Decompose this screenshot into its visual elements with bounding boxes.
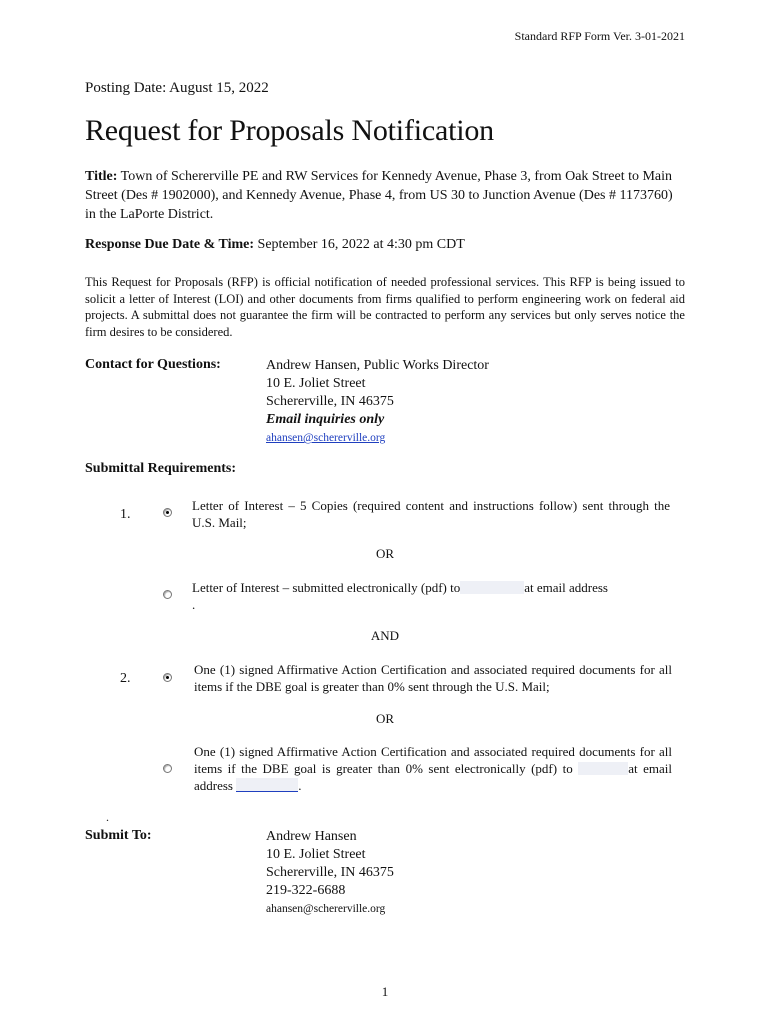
item2-electronic-radio[interactable] (163, 764, 172, 773)
item2-number: 2. (120, 671, 131, 686)
project-title-label: Title: (85, 169, 118, 184)
posting-date: Posting Date: August 15, 2022 (85, 80, 269, 96)
submit-to-label: Submit To: (85, 828, 152, 843)
item1-electronic-option (192, 579, 670, 613)
response-due (85, 237, 465, 253)
contact-email-link[interactable]: ahansen@schererville.org (266, 432, 386, 444)
contact-label: Contact for Questions: (85, 357, 221, 372)
submit-to-name: Andrew Hansen (266, 829, 357, 844)
item2-electronic-option (194, 743, 672, 794)
submit-to-email: ahansen@schererville.org (266, 903, 386, 915)
stray-dot: . (106, 810, 109, 824)
item2-email-underline[interactable] (236, 778, 298, 792)
submit-to-street: 10 E. Joliet Street (266, 847, 366, 862)
contact-name: Andrew Hansen, Public Works Director (266, 358, 489, 373)
intro-paragraph: This Request for Proposals (RFP) is official notification of needed professional services. This RFP is being issued to solicit a letter of Interest (LOI) and other documents from firms qualified to perform engineering work on federal aid projects. A submittal does not guarantee the firm will be contracted to perform any services but only serves notice the firm desires to be considered. (85, 275, 685, 339)
response-due-label: Response Due Date & Time: (85, 237, 255, 252)
item1-number: 1. (120, 507, 131, 522)
item2-electronic-suffix: email address (194, 761, 673, 793)
contact-street: 10 E. Joliet Street (266, 376, 366, 391)
submittal-label: Submittal Requirements: (85, 461, 237, 476)
page-title: Request for Proposals Notification (85, 114, 494, 147)
item1-electronic-radio[interactable] (163, 590, 172, 599)
item1-email-blank[interactable] (460, 581, 524, 594)
item1-electronic-end: . (192, 597, 196, 612)
item2-electronic-at: at (628, 761, 638, 776)
submit-to-city: Schererville, IN 46375 (266, 865, 394, 880)
item2-electronic-text: One (1) signed Affirmative Action Certification and associated required documents for all items if the DBE goal is greater than 0% sent electronically (pdf) to (194, 744, 672, 776)
item2-electronic-end: . (298, 778, 302, 793)
form-version-header: Standard RFP Form Ver. 3-01-2021 (514, 29, 685, 43)
item1-mail-radio[interactable] (163, 508, 172, 517)
contact-block (266, 357, 489, 447)
or-separator-2: OR (375, 711, 395, 726)
item2-mail-option: One (1) signed Affirmative Action Certification and associated required documents for all items if the DBE goal is greater than 0% sent through the U.S. Mail; (194, 662, 672, 694)
response-due-value: September 16, 2022 at 4:30 pm CDT (254, 237, 465, 252)
item2-mail-radio[interactable] (163, 673, 172, 682)
contact-note: Email inquiries only (266, 412, 385, 427)
contact-city: Schererville, IN 46375 (266, 394, 394, 409)
and-separator: AND (370, 628, 400, 643)
or-separator-1: OR (375, 546, 395, 561)
item2-email-blank[interactable] (578, 762, 628, 775)
project-title-text: Town of Schererville PE and RW Services for Kennedy Avenue, Phase 3, from Oak Street to Main Street (Des # 1902000), and Kennedy Avenue, Phase 4, from US 30 to Junction Avenue (Des # 1173760) in the LaPorte District. (85, 169, 673, 222)
submit-to-phone: 219-322-6688 (266, 883, 346, 898)
item1-electronic-text: Letter of Interest – submitted electronically (pdf) to (192, 580, 461, 595)
item1-electronic-suffix: at email address (524, 580, 608, 595)
submit-to-block (266, 828, 394, 918)
item1-mail-option: Letter of Interest – 5 Copies (required content and instructions follow) sent through the U.S. Mail; (192, 498, 670, 530)
page-number: 1 (381, 984, 389, 999)
project-title (85, 167, 687, 224)
